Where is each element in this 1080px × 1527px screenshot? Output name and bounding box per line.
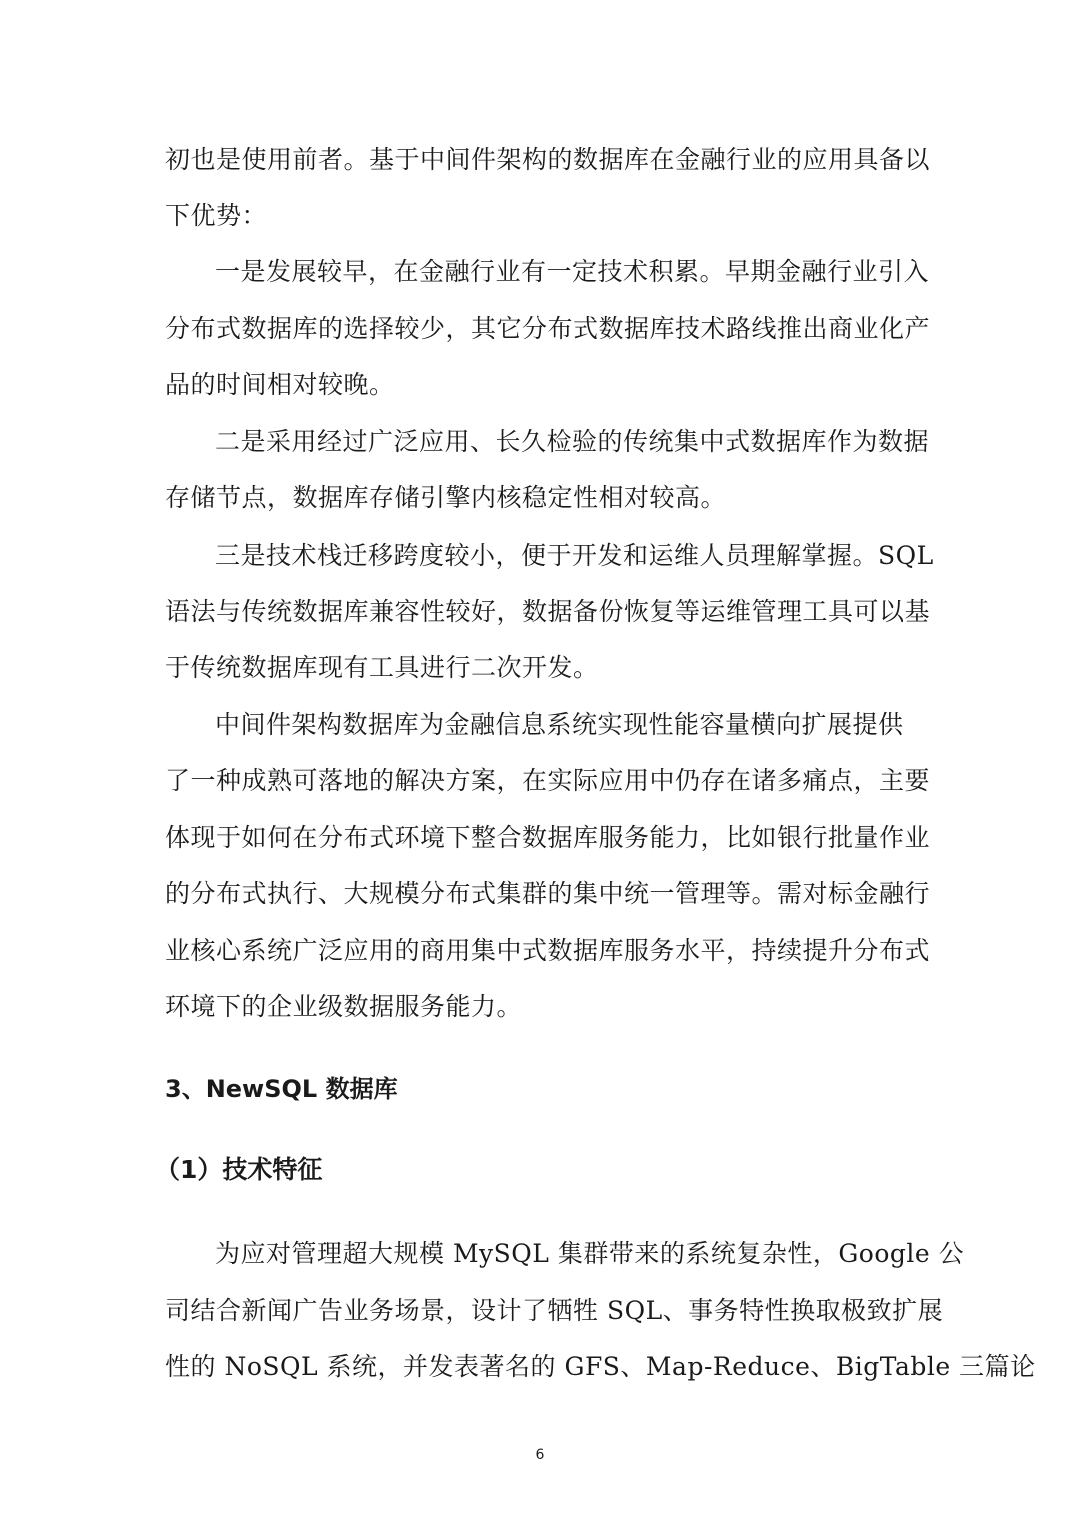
paragraph-line: 一是发展较早，在金融行业有一定技术积累。早期金融行业引入 <box>215 257 930 286</box>
paragraph-line: 为应对管理超大规模 MySQL 集群带来的系统复杂性，Google 公 <box>215 1239 965 1268</box>
paragraph-line: 语法与传统数据库兼容性较好，数据备份恢复等运维管理工具可以基 <box>165 597 931 626</box>
paragraph-line: 三是技术栈迁移跨度较小，便于开发和运维人员理解掌握。SQL <box>215 541 934 570</box>
paragraph-line: 司结合新闻广告业务场景，设计了牺牲 SQL、事务特性换取极致扩展 <box>165 1296 944 1325</box>
paragraph-line: 二是采用经过广泛应用、长久检验的传统集中式数据库作为数据 <box>215 427 930 456</box>
paragraph-line: 分布式数据库的选择较少，其它分布式数据库技术路线推出商业化产 <box>165 314 931 343</box>
subsection-heading: （1）技术特征 <box>155 1155 323 1184</box>
paragraph-line: 环境下的企业级数据服务能力。 <box>165 992 523 1021</box>
page-number: 6 <box>535 1447 545 1463</box>
paragraph-line: 性的 NoSQL 系统，并发表著名的 GFS、Map-Reduce、BigTable 三篇论 <box>165 1352 1036 1381</box>
paragraph-line: 存储节点，数据库存储引擎内核稳定性相对较高。 <box>165 483 727 512</box>
paragraph-line: 了一种成熟可落地的解决方案，在实际应用中仍存在诸多痛点，主要 <box>165 766 931 795</box>
paragraph-line: 的分布式执行、大规模分布式集群的集中统一管理等。需对标金融行 <box>165 879 931 908</box>
paragraph-line: 下优势： <box>165 201 268 230</box>
paragraph-line: 业核心系统广泛应用的商用集中式数据库服务水平，持续提升分布式 <box>165 936 931 965</box>
paragraph-line: 初也是使用前者。基于中间件架构的数据库在金融行业的应用具备以 <box>165 145 931 174</box>
paragraph-line: 中间件架构数据库为金融信息系统实现性能容量横向扩展提供 <box>215 710 904 739</box>
paragraph-line: 体现于如何在分布式环境下整合数据库服务能力，比如银行批量作业 <box>165 823 931 852</box>
paragraph-line: 于传统数据库现有工具进行二次开发。 <box>165 653 599 682</box>
paragraph-line: 品的时间相对较晚。 <box>165 370 395 399</box>
section-heading: 3、NewSQL 数据库 <box>165 1075 398 1103</box>
